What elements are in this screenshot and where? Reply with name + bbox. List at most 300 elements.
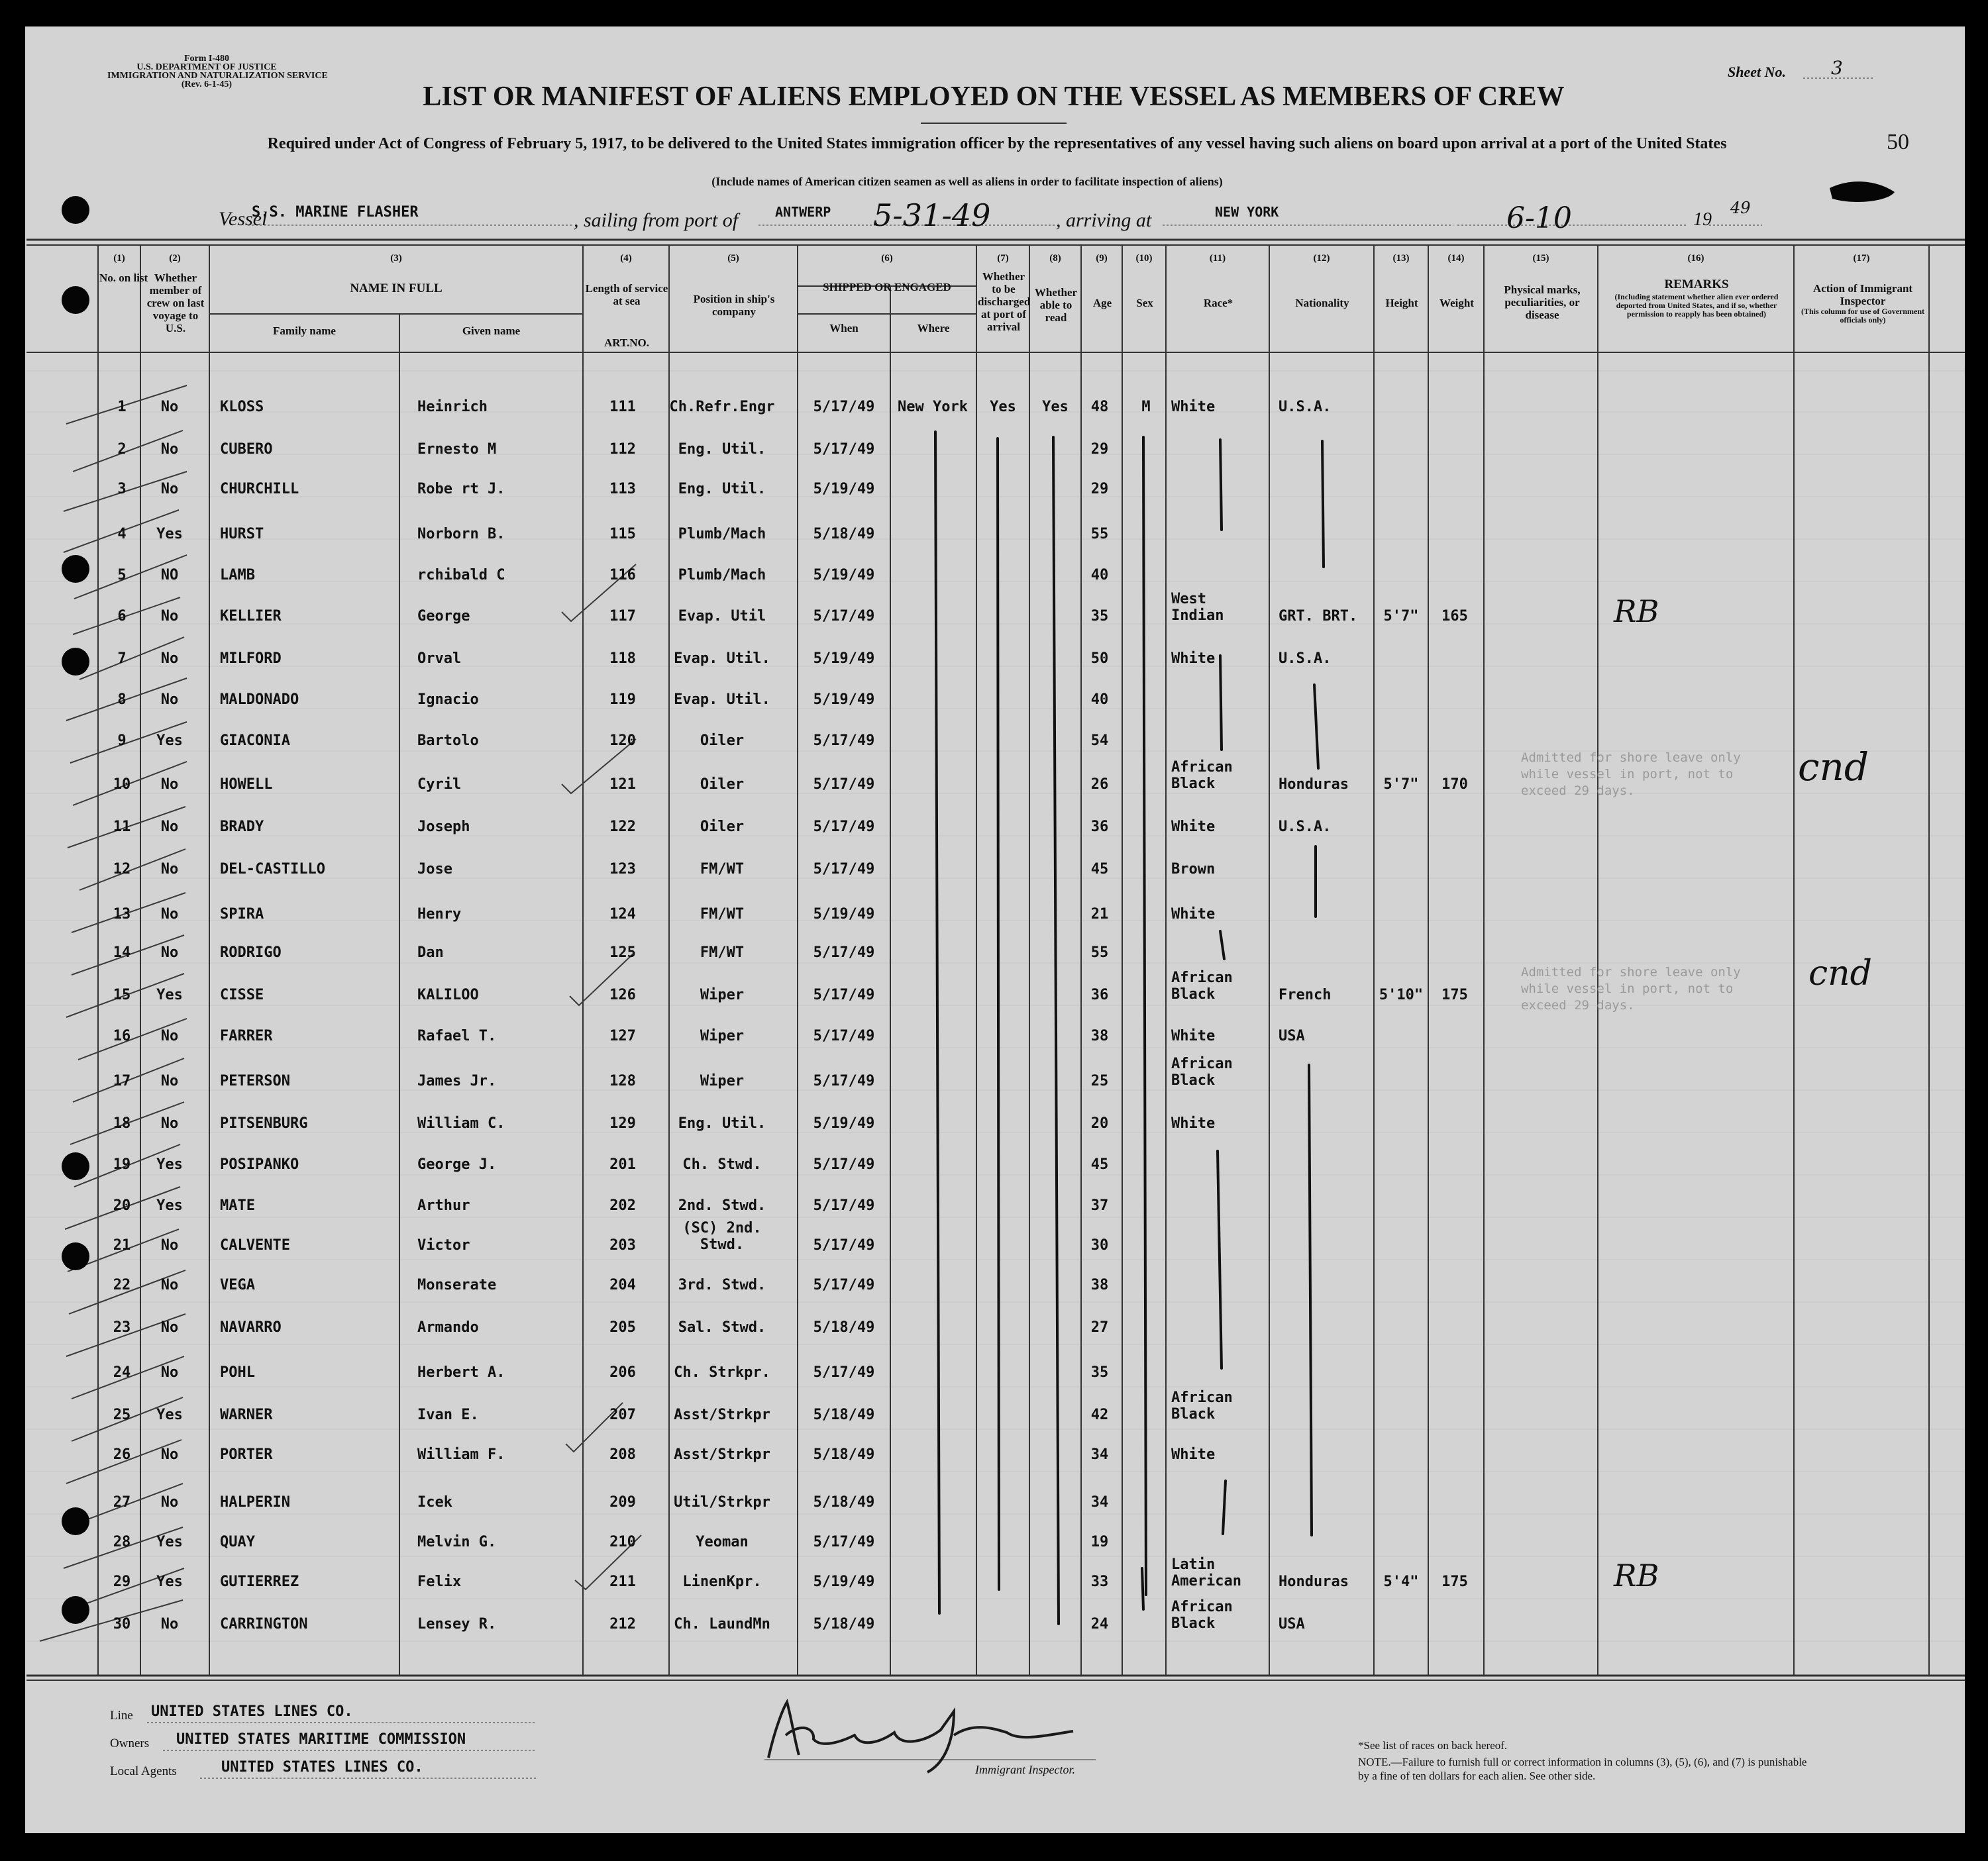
nationality: Honduras [1279,1574,1349,1590]
age: 33 [1090,1574,1109,1590]
height: 5'10" [1379,987,1424,1003]
art-no: 122 [609,819,636,835]
prev-voyage: No [160,481,179,497]
position: Sal. Stwd. [678,1319,766,1336]
art-no: 207 [609,1407,636,1423]
column-number: (12) [1313,253,1330,264]
position: Evap. Util. [674,691,770,708]
remark-initials: RB [1614,1558,1659,1593]
age: 29 [1090,481,1109,497]
column-number: (3) [390,253,402,264]
col-name-header: NAME IN FULL [350,281,443,295]
col-action-header: Action of Immigrant Inspector [1812,282,1913,307]
art-no: 123 [609,861,636,878]
family-name: HALPERIN [220,1494,290,1511]
column-number: (9) [1096,253,1108,264]
prev-voyage: Yes [156,1156,183,1173]
weight: 175 [1441,1574,1468,1590]
year-suffix: 49 [1730,199,1751,217]
age: 50 [1090,650,1109,667]
art-no: 113 [609,481,636,497]
family-name: KELLIER [220,608,282,625]
form-ident: Form I-480 U.S. DEPARTMENT OF JUSTICE IMMIGRATION AND NATURALIZATION SERVICE (Rev. 6-1-45) [107,54,328,89]
prev-voyage: Yes [156,1407,183,1423]
col-position-header: Position in ship's company [693,293,775,318]
shipped-when: 5/19/49 [813,650,875,667]
race: Brown [1171,861,1216,878]
given-name: Bartolo [417,732,479,749]
family-name: CALVENTE [220,1237,290,1254]
art-no: 118 [609,650,636,667]
punch-hole [62,648,89,676]
row-number: 28 [113,1534,131,1550]
race: African Black [1171,970,1233,1003]
family-name: KLOSS [220,399,264,415]
col-action-note: (This column for use of Government officials only) [1801,307,1925,325]
position: Evap. Util [678,608,766,625]
owners-label: Owners [110,1736,150,1750]
family-name: MALDONADO [220,691,299,708]
art-no: 212 [609,1616,636,1633]
given-name: Robe rt J. [417,481,505,497]
act-statement: Required under Act of Congress of February 5, 1917, to be delivered to the United States immigration officer by the representatives of any vessel having such aliens on board upon arrival at a port of the United States [267,135,1727,152]
shipped-when: 5/17/49 [813,819,875,835]
row-number: 8 [117,691,127,708]
sheet-number: 3 [1831,57,1843,79]
row-number: 12 [113,861,131,878]
given-name: Felix [417,1574,462,1590]
family-name: DEL-CASTILLO [220,861,325,878]
shipped-when: 5/17/49 [813,1237,875,1254]
art-no: 115 [609,526,636,542]
position: Oiler [700,732,745,749]
col-nationality-header: Nationality [1295,297,1349,309]
art-no: 120 [609,732,636,749]
race: Latin American [1171,1556,1241,1589]
family-name: CUBERO [220,441,273,458]
age: 24 [1090,1616,1109,1633]
prev-voyage: Yes [156,1534,183,1550]
given-name: Orval [417,650,462,667]
row-number: 14 [113,944,131,961]
punch-hole [62,286,89,314]
row-number: 26 [113,1446,131,1463]
family-name: GIACONIA [220,732,290,749]
race: West Indian [1171,591,1224,624]
prev-voyage: No [160,399,179,415]
col-read-header: Whether able to read [1034,286,1078,324]
family-name: WARNER [220,1407,273,1423]
prev-voyage: No [160,1319,179,1336]
arrival-date: 6-10 [1506,201,1572,235]
race: White [1171,906,1216,923]
given-name: Joseph [417,819,470,835]
age: 34 [1090,1446,1109,1463]
row-number: 11 [113,819,131,835]
col-no-header: No. on list [99,272,148,284]
row-number: 13 [113,906,131,923]
column-number: (7) [997,253,1009,264]
family-name: CHURCHILL [220,481,299,497]
col-marks-header: Physical marks, peculiarities, or disease [1504,283,1581,321]
given-name: Ernesto M [417,441,497,458]
position: Evap. Util. [674,650,770,667]
col-length-header: Length of service at sea [585,282,668,307]
nationality: U.S.A. [1279,819,1332,835]
shipped-when: 5/17/49 [813,1534,875,1550]
family-name: CARRINGTON [220,1616,308,1633]
remark-initials: RB [1614,593,1659,629]
row-number: 20 [113,1197,131,1214]
prev-voyage: No [160,441,179,458]
art-no: 128 [609,1073,636,1089]
art-no: 203 [609,1237,636,1254]
page-stamp: 50 [1887,130,1909,154]
shipped-when: 5/17/49 [813,776,875,793]
shipped-when: 5/17/49 [813,1028,875,1044]
age: 29 [1090,441,1109,458]
row-number: 2 [117,441,127,458]
given-name: Victor [417,1237,470,1254]
position: Wiper [700,1073,745,1089]
shipped-when: 5/19/49 [813,1574,875,1590]
age: 35 [1090,1364,1109,1381]
family-name: MATE [220,1197,255,1214]
prev-voyage: No [160,1028,179,1044]
prev-voyage: No [160,608,179,625]
prev-voyage: No [160,1277,179,1293]
row-number: 4 [117,526,127,542]
row-number: 10 [113,776,131,793]
given-name: Arthur [417,1197,470,1214]
age: 26 [1090,776,1109,793]
column-number: (6) [881,253,893,264]
race: White [1171,1446,1216,1463]
column-number: (10) [1135,253,1153,264]
race-list-note: *See list of races on back hereof. [1358,1739,1508,1752]
age: 48 [1090,399,1109,415]
age: 42 [1090,1407,1109,1423]
age: 36 [1090,819,1109,835]
position: Util/Strkpr [674,1494,770,1511]
punch-hole [62,1507,89,1535]
discharged: Yes [990,399,1016,415]
position: 2nd. Stwd. [678,1197,766,1214]
given-name: Ignacio [417,691,479,708]
column-number: (16) [1687,253,1704,264]
position: FM/WT [700,861,745,878]
shipped-when: 5/19/49 [813,691,875,708]
art-no: 201 [609,1156,636,1173]
year-prefix: 19 [1693,209,1712,230]
col-remarks-header: REMARKS [1664,277,1729,291]
age: 38 [1090,1277,1109,1293]
position: Asst/Strkpr [674,1446,770,1463]
position: Ch. Stwd. [682,1156,762,1173]
art-no: 210 [609,1534,636,1550]
punch-hole [62,1152,89,1180]
art-no: 202 [609,1197,636,1214]
height: 5'4" [1383,1574,1419,1590]
given-name: Henry [417,906,462,923]
remark-note: Admitted for shore leave only while vessel in port, not to exceed 29 days. [1521,750,1741,798]
penalty-note: NOTE.—Failure to furnish full or correct information in columns (3), (5), (6), and (7) is punishable by a fine of ten dollars for each alien. See other side. [1358,1756,1807,1782]
shipped-when: 5/18/49 [813,1494,875,1511]
age: 45 [1090,1156,1109,1173]
row-number: 29 [113,1574,131,1590]
inspector-action: cnd [1808,954,1872,993]
age: 20 [1090,1115,1109,1132]
art-no: 204 [609,1277,636,1293]
given-name: Herbert A. [417,1364,505,1381]
race: White [1171,1028,1216,1044]
weight: 165 [1441,608,1468,625]
position: Oiler [700,819,745,835]
inspector-action: cnd [1798,744,1869,789]
age: 25 [1090,1073,1109,1089]
row-number: 17 [113,1073,131,1089]
col-age-header: Age [1092,297,1112,309]
arrival-port: NEW YORK [1215,204,1279,220]
family-name: BRADY [220,819,264,835]
nationality: U.S.A. [1279,399,1332,415]
remark-note: Admitted for shore leave only while vessel in port, not to exceed 29 days. [1521,965,1741,1013]
given-name: Lensey R. [417,1616,497,1633]
given-name: George [417,608,470,625]
given-name: Icek [417,1494,452,1511]
sex: M [1141,399,1151,415]
shipped-when: 5/17/49 [813,608,875,625]
family-name: VEGA [220,1277,255,1293]
position: Eng. Util. [678,481,766,497]
col-shipped-header: SHIPPED OR ENGAGED [823,281,951,293]
row-number: 7 [117,650,127,667]
row-number: 16 [113,1028,131,1044]
column-number: (2) [169,253,181,264]
prev-voyage: No [160,944,179,961]
row-number: 18 [113,1115,131,1132]
prev-voyage: Yes [156,1574,183,1590]
position: Ch. Strkpr. [674,1364,770,1381]
col-height-header: Height [1385,297,1418,309]
prev-voyage: No [160,776,179,793]
family-name: MILFORD [220,650,282,667]
shipped-when: 5/17/49 [813,1156,875,1173]
family-name: GUTIERREZ [220,1574,299,1590]
col-member-header: Whether member of crew on last voyage to U.S. [146,272,205,334]
col-weight-header: Weight [1439,297,1474,309]
age: 27 [1090,1319,1109,1336]
column-number: (14) [1447,253,1465,264]
prev-voyage: No [160,861,179,878]
shipped-when: 5/17/49 [813,1364,875,1381]
row-number: 6 [117,608,127,625]
art-no: 126 [609,987,636,1003]
col-where-header: Where [917,322,950,334]
line-value: UNITED STATES LINES CO. [151,1703,353,1720]
col-discharged-header: Whether to be discharged at port of arrival [978,270,1031,333]
given-name: Jose [417,861,452,878]
art-no: 121 [609,776,636,793]
punch-hole [62,196,89,224]
family-name: NAVARRO [220,1319,282,1336]
shipped-when: 5/17/49 [813,944,875,961]
shipped-when: 5/17/49 [813,399,875,415]
age: 34 [1090,1494,1109,1511]
shipped-when: 5/18/49 [813,526,875,542]
given-name: Melvin G. [417,1534,497,1550]
shipped-when: 5/17/49 [813,987,875,1003]
nationality: USA [1279,1616,1305,1633]
prev-voyage: No [160,1364,179,1381]
age: 40 [1090,567,1109,583]
position: Asst/Strkpr [674,1407,770,1423]
art-no: 127 [609,1028,636,1044]
nationality: USA [1279,1028,1305,1044]
age: 54 [1090,732,1109,749]
shipped-when: 5/18/49 [813,1319,875,1336]
given-name: William C. [417,1115,505,1132]
shipped-when: 5/18/49 [813,1446,875,1463]
race: White [1171,399,1216,415]
age: 37 [1090,1197,1109,1214]
punch-hole [62,1596,89,1624]
prev-voyage: No [160,1237,179,1254]
art-no: 116 [609,567,636,583]
column-number: (5) [727,253,739,264]
col-race-header: Race* [1203,297,1233,309]
position: FM/WT [700,944,745,961]
prev-voyage: No [160,691,179,708]
col-family-header: Family name [273,325,336,337]
row-number: 27 [113,1494,131,1511]
departure-date: 5-31-49 [873,197,991,233]
column-number: (4) [620,253,632,264]
row-number: 30 [113,1616,131,1633]
given-name: James Jr. [417,1073,497,1089]
race: White [1171,1115,1216,1132]
given-name: Monserate [417,1277,497,1293]
art-no: 208 [609,1446,636,1463]
race: White [1171,650,1216,667]
shipped-when: 5/17/49 [813,1073,875,1089]
column-number: (17) [1853,253,1870,264]
row-number: 19 [113,1156,131,1173]
art-no: 125 [609,944,636,961]
family-name: CISSE [220,987,264,1003]
position: Oiler [700,776,745,793]
prev-voyage: Yes [156,526,183,542]
prev-voyage: No [160,1115,179,1132]
position: Eng. Util. [678,441,766,458]
shipped-where: New York [898,399,968,415]
prev-voyage: No [160,1494,179,1511]
col-remarks-note: (Including statement whether alien ever ordered deported from United States, and if so, whether permission to reapply has been obtained) [1614,292,1779,319]
height: 5'7" [1383,776,1419,793]
height: 5'7" [1383,608,1419,625]
art-no: 206 [609,1364,636,1381]
age: 30 [1090,1237,1109,1254]
shipped-when: 5/18/49 [813,1616,875,1633]
col-sex-header: Sex [1136,297,1153,309]
row-number: 24 [113,1364,131,1381]
prev-voyage: No [160,1616,179,1633]
given-name: Heinrich [417,399,488,415]
shipped-when: 5/19/49 [813,906,875,923]
position: Ch.Refr.Engr [669,399,775,415]
race: African Black [1171,1599,1233,1632]
weight: 170 [1441,776,1468,793]
col-when-header: When [829,322,859,334]
shipped-when: 5/19/49 [813,481,875,497]
position: Plumb/Mach [678,567,766,583]
position: Ch. LaundMn [674,1616,770,1633]
family-name: PETERSON [220,1073,290,1089]
vessel-name: S.S. MARINE FLASHER [252,204,419,221]
family-name: QUAY [220,1534,255,1550]
shipped-when: 5/18/49 [813,1407,875,1423]
row-number: 21 [113,1237,131,1254]
art-no: 211 [609,1574,636,1590]
family-name: SPIRA [220,906,264,923]
position: Wiper [700,1028,745,1044]
family-name: POHL [220,1364,255,1381]
age: 35 [1090,608,1109,625]
given-name: KALILOO [417,987,479,1003]
arriving-label: , arriving at [1056,209,1152,231]
shipped-when: 5/17/49 [813,1197,875,1214]
row-number: 22 [113,1277,131,1293]
position: Eng. Util. [678,1115,766,1132]
shipped-when: 5/17/49 [813,441,875,458]
nationality: Honduras [1279,776,1349,793]
art-no: 205 [609,1319,636,1336]
given-name: Ivan E. [417,1407,479,1423]
departure-port: ANTWERP [775,204,831,220]
shipped-when: 5/17/49 [813,1277,875,1293]
nationality: GRT. BRT. [1279,608,1358,625]
prev-voyage: NO [160,567,179,583]
shipped-when: 5/19/49 [813,1115,875,1132]
sheet-label: Sheet No. [1728,64,1786,80]
prev-voyage: No [160,819,179,835]
family-name: PORTER [220,1446,273,1463]
row-number: 3 [117,481,127,497]
agents-label: Local Agents [110,1764,177,1778]
given-name: Cyril [417,776,462,793]
art-no: 111 [609,399,636,415]
position: LinenKpr. [682,1574,762,1590]
age: 45 [1090,861,1109,878]
family-name: HOWELL [220,776,273,793]
prev-voyage: Yes [156,987,183,1003]
art-no: 117 [609,608,636,625]
punch-hole [62,555,89,583]
row-number: 15 [113,987,131,1003]
prev-voyage: No [160,650,179,667]
nationality: French [1279,987,1332,1003]
prev-voyage: Yes [156,1197,183,1214]
race: White [1171,819,1216,835]
punch-hole [62,1242,89,1270]
age: 40 [1090,691,1109,708]
family-name: POSIPANKO [220,1156,299,1173]
age: 55 [1090,526,1109,542]
prev-voyage: No [160,906,179,923]
given-name: George J. [417,1156,497,1173]
given-name: Norborn B. [417,526,505,542]
row-number: 1 [117,399,127,415]
